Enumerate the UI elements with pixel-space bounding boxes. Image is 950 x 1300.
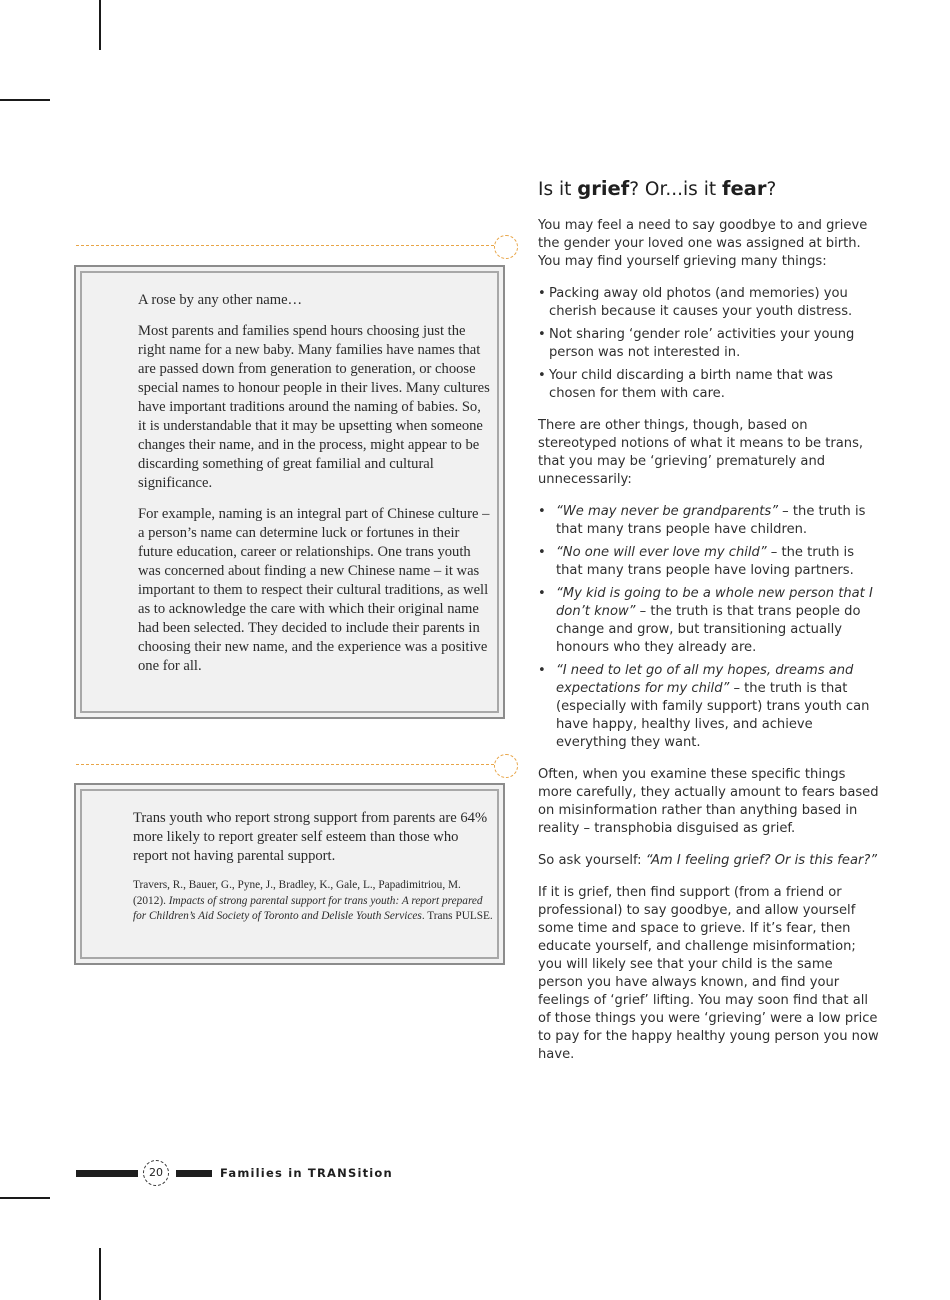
often-paragraph: Often, when you examine these specific things more carefully, they actually amount to fears based on misinformation rather than anything based in reality – transphobia disguised as grief. [538, 767, 879, 836]
intro-paragraph: You may feel a need to say goodbye to and grieve the gender your loved one was assigned at birth. You may find yourself grieving many things: [538, 218, 868, 269]
crop-mark-top [99, 0, 101, 50]
crop-mark-bottom [99, 1248, 101, 1300]
crop-mark-bottom-left [0, 1197, 50, 1199]
dashed-connector [76, 764, 494, 765]
article-heading: Is it grief? Or...is it fear? [538, 177, 777, 200]
page-number: 20 [143, 1160, 169, 1186]
sidebar-title: A rose by any other name… [138, 292, 303, 308]
list-item: • “I need to let go of all my hopes, dreams and expectations for my child” – the truth is that (especially with family support) trans youth can have happy, healthy lives, and achieve everything they want. [538, 663, 870, 750]
list-item: • Not sharing ‘gender role’ activities your young person was not interested in. [538, 327, 855, 360]
crop-mark-top-left [0, 99, 50, 101]
sidebar-paragraph: Most parents and families spend hours choosing just the right name for a new baby. Many families have names that are passed down from generation to generation, or choose special names to honour people in their lives. Many cultures have important traditions around the naming of babies. So, it is understandable that it may be upsetting when someone changes their name, and in the process, might appear to be discarding something of great familial and cultural significance. [138, 323, 490, 491]
citation: Travers, R., Bauer, G., Pyne, J., Bradley, K., Gale, L., Papadimitriou, M. (2012). Impacts of strong parental support for trans youth: A report prepared for Children’s Aid Society of Toronto and Delisle Youth Services. Trans PULSE. [133, 879, 493, 922]
main-article [538, 178, 880, 1078]
grief-list [538, 285, 880, 403]
list-item: • “My kid is going to be a whole new person that I don’t know” – the truth is that trans people do change and grow, but transitioning actually honours who they already are. [538, 586, 873, 655]
sidebar-box-names [74, 265, 505, 719]
list-item: • “No one will ever love my child” – the truth is that many trans people have loving partners. [538, 545, 855, 578]
footer-title: Families in TRANSition [220, 1166, 393, 1180]
dashed-circle-icon [494, 235, 518, 259]
list-item: • Your child discarding a birth name that was chosen for them with care. [538, 368, 833, 401]
stereotype-paragraph: There are other things, though, based on stereotyped notions of what it means to be trans, that you may be ‘grieving’ prematurely and unnecessarily: [538, 418, 864, 487]
closing-paragraph: If it is grief, then find support (from a friend or professional) to say goodbye, and allow yourself some time and space to grieve. If it’s fear, then educate yourself, and challenge misinformation; you will likely see that your child is the same person you have always known, and find your feelings of ‘grief’ lifting. You may soon find that all of those things you were ‘grieving’ were a low price to pay for the happy healthy young person you now have. [538, 885, 879, 1062]
ask-yourself: So ask yourself: “Am I feeling grief? Or is this fear?” [538, 853, 878, 868]
footer-bar-right [176, 1170, 212, 1177]
list-item: • Packing away old photos (and memories) you cherish because it causes your youth distress. [538, 286, 853, 319]
footer-bar-left [76, 1170, 138, 1177]
statistic-text: Trans youth who report strong support from parents are 64% more likely to report greater self esteem than those who report not having parental support. [133, 810, 488, 864]
sidebar-box-statistic [74, 783, 505, 965]
fear-list [538, 503, 880, 752]
list-item: • “We may never be grandparents” – the truth is that many trans people have children. [538, 504, 866, 537]
dashed-circle-icon [494, 754, 518, 778]
sidebar-paragraph: For example, naming is an integral part of Chinese culture – a person’s name can determine luck or fortunes in their future education, career or relationships. One trans youth was concerned about finding a new Chinese name – it was important to them to respect their cultural traditions, as well as to acknowledge the care with which their original name had been selected. They decided to include their parents in choosing their new name, and the experience was a positive one for all. [138, 506, 490, 674]
dashed-connector [76, 245, 494, 246]
